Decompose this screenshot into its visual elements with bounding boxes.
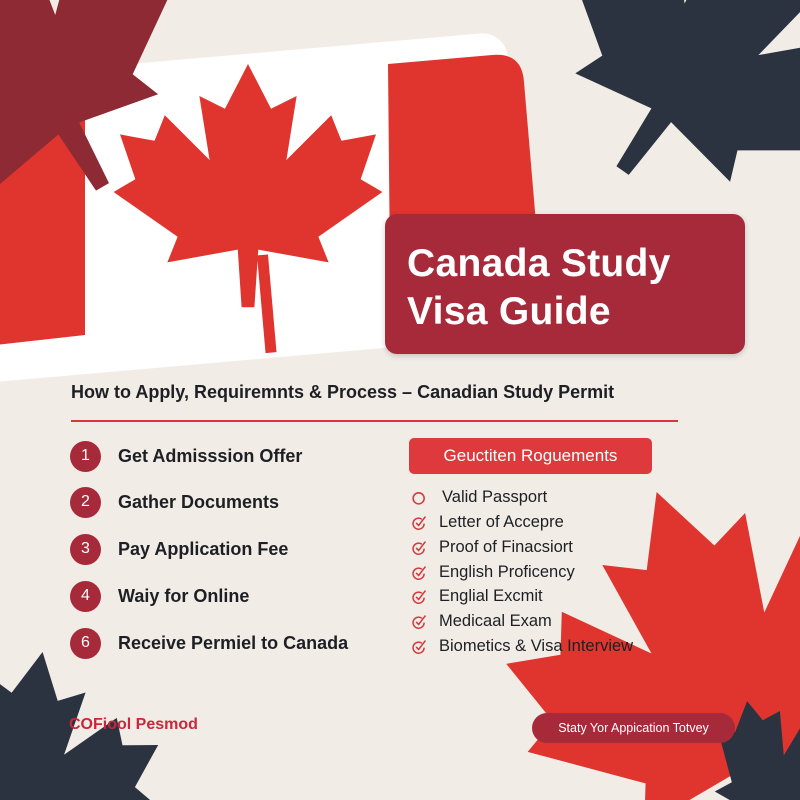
step-item [70, 439, 302, 473]
requirement-label: Medicaal Exam [439, 611, 552, 630]
circle-icon [411, 489, 428, 506]
check-circle-icon [411, 638, 428, 655]
requirement-item [411, 510, 564, 534]
step-item [70, 532, 288, 566]
check-circle-icon [411, 539, 428, 556]
check-circle-icon [411, 514, 428, 531]
step-label: Receive Permiel to Canada [118, 632, 349, 653]
requirement-label: Englial Excmit [439, 586, 543, 605]
requirement-label: Valid Passport [442, 487, 548, 506]
requirement-item [411, 584, 543, 608]
brand-name: COFiool Pesmod [69, 716, 198, 733]
check-circle-icon [411, 613, 428, 630]
step-label: Pay Application Fee [118, 538, 289, 559]
requirement-item [411, 609, 552, 633]
title-line-2: Visa Guide [407, 290, 611, 333]
title-line-1: Canada Study [407, 242, 671, 285]
step-number-badge: 1 [70, 441, 101, 472]
requirement-label: Proof of Finacsiort [439, 537, 573, 556]
step-label: Get Admisssion Offer [118, 445, 303, 466]
step-number-badge: 6 [70, 628, 101, 659]
step-label: Waiy for Online [118, 585, 250, 606]
step-item [70, 579, 249, 613]
step-label: Gather Documents [118, 491, 280, 512]
requirement-item [411, 634, 633, 658]
step-item [70, 485, 279, 519]
title-box [385, 214, 745, 354]
step-number-badge: 4 [70, 581, 101, 612]
requirement-item [411, 535, 573, 559]
requirement-label: Biometics & Visa Interview [439, 636, 634, 655]
requirement-item [411, 560, 575, 584]
start-application-button[interactable]: Staty Yor Appication Totvey [532, 713, 735, 743]
step-item [70, 626, 348, 660]
requirement-item [411, 485, 547, 509]
divider [71, 420, 678, 422]
requirement-label: Letter of Accepre [439, 512, 564, 531]
step-number-badge: 2 [70, 487, 101, 518]
check-circle-icon [411, 588, 428, 605]
requirement-label: English Proficency [439, 562, 575, 581]
subtitle: How to Apply, Requiremnts & Process – Canadian Study Permit [71, 382, 615, 402]
step-number-badge: 3 [70, 534, 101, 565]
requirements-heading: Geuctiten Roguements [409, 438, 652, 474]
check-circle-icon [411, 564, 428, 581]
